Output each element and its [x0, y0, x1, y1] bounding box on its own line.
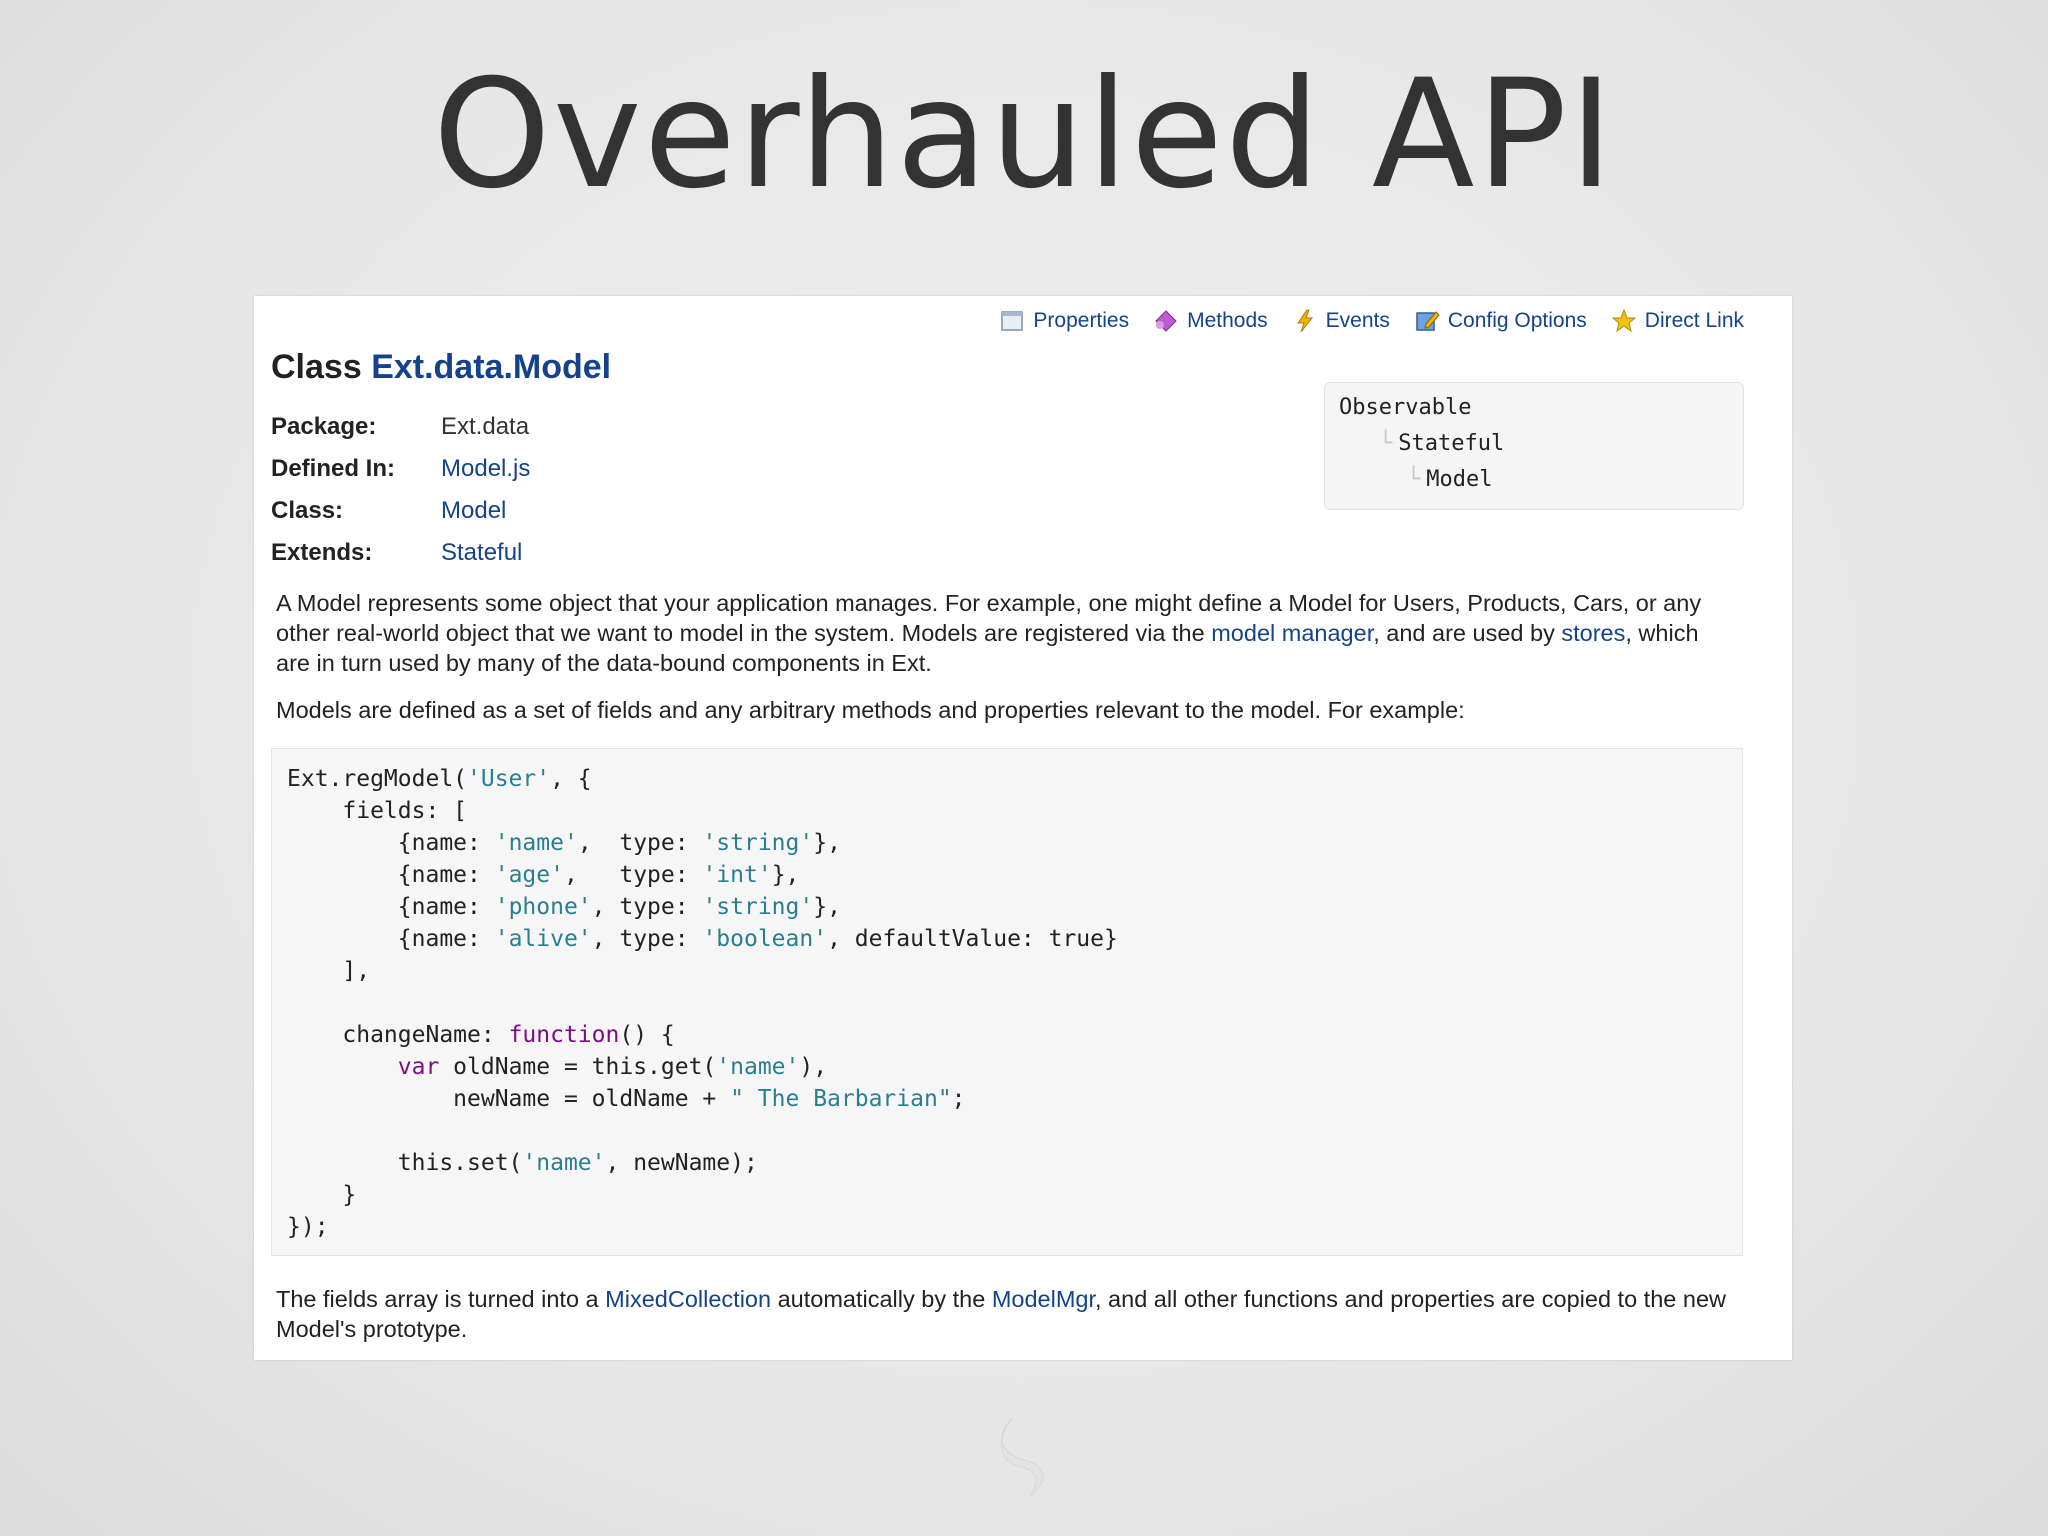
class-link[interactable]: Model	[441, 497, 507, 524]
model-manager-link[interactable]: model manager	[1211, 620, 1374, 646]
extends-label: Extends:	[271, 539, 373, 566]
description-paragraph-1	[276, 588, 1726, 678]
desc-text: , which are in turn used by many of the data-bound components in Ext.	[276, 620, 1699, 676]
methods-icon	[1153, 308, 1179, 334]
config-options-button[interactable]	[1414, 308, 1587, 334]
meta-row-extends	[271, 532, 530, 574]
class-name: Ext.data.Model	[371, 348, 612, 386]
events-label: Events	[1325, 309, 1390, 332]
api-doc-panel	[254, 296, 1792, 1360]
hierarchy-item	[1407, 467, 1492, 492]
direct-link-button[interactable]	[1611, 308, 1744, 334]
stores-link[interactable]: stores	[1561, 620, 1626, 646]
defined-in-label: Defined In:	[271, 455, 395, 482]
extends-link[interactable]: Stateful	[441, 539, 523, 566]
hierarchy-item	[1339, 395, 1471, 420]
methods-button[interactable]	[1153, 308, 1268, 334]
defined-in-link[interactable]: Model.js	[441, 455, 531, 482]
methods-label: Methods	[1187, 309, 1268, 332]
description-paragraph-3	[276, 1284, 1726, 1344]
properties-label: Properties	[1033, 309, 1130, 332]
description-paragraph-2: Models are defined as a set of fields and any arbitrary methods and properties relevant to the model. For example:	[276, 697, 1465, 723]
properties-icon	[999, 308, 1025, 334]
desc-text: A Model represents some object that your application manages. For example, one might define a Model for Users, Products, Cars, or any other real-world object that we want to model in the system. Models are registered via the	[276, 590, 1702, 646]
presenter-logo-icon	[990, 1410, 1060, 1500]
mixedcollection-link[interactable]: MixedCollection	[605, 1286, 772, 1312]
desc-text: , and are used by	[1373, 620, 1562, 646]
class-hierarchy-box	[1324, 382, 1744, 510]
properties-button[interactable]	[999, 308, 1129, 334]
events-button[interactable]	[1292, 308, 1390, 334]
hierarchy-observable: Observable	[1339, 395, 1472, 420]
package-label: Package:	[271, 413, 377, 440]
class-meta-table	[271, 406, 530, 574]
config-icon	[1414, 308, 1440, 334]
class-prefix: Class	[271, 348, 362, 386]
tree-elbow-icon: └	[1407, 467, 1421, 492]
package-value: Ext.data	[441, 413, 530, 440]
desc-text: , and all other functions and properties are copied to the new Model's prototype.	[276, 1286, 1726, 1342]
code-example-block	[271, 748, 1743, 1256]
class-label: Class:	[271, 497, 344, 524]
lightning-icon	[1292, 308, 1318, 334]
class-heading	[271, 348, 611, 387]
tree-elbow-icon: └	[1379, 431, 1393, 456]
slide-title: Overhauled API	[432, 48, 1616, 222]
desc-text: The fields array is turned into a	[276, 1286, 606, 1312]
direct-link-label: Direct Link	[1644, 309, 1744, 332]
config-options-label: Config Options	[1447, 309, 1587, 332]
meta-row-defined-in	[271, 448, 530, 490]
modelmgr-link[interactable]: ModelMgr	[991, 1286, 1095, 1312]
desc-text: automatically by the	[771, 1286, 992, 1312]
meta-row-class	[271, 490, 530, 532]
doc-toolbar	[999, 308, 1744, 334]
meta-row-package	[271, 406, 530, 448]
code-listing: Ext.regModel('User', { fields: [ {name: 'name', type: 'string'}, {name: 'age', type: 'int'}, {name: 'phone', type: 'string'}, {name: 'alive', type: 'boolean', defaultValue: true} ], changeName: function() { var oldName = this.get('name'), newName = oldName + " The Barbarian"; this.set('name', newName); } });	[287, 766, 1118, 1240]
hierarchy-model: Model	[1426, 467, 1493, 492]
hierarchy-stateful: Stateful	[1398, 431, 1505, 456]
star-icon	[1611, 308, 1637, 334]
hierarchy-item	[1379, 431, 1504, 456]
